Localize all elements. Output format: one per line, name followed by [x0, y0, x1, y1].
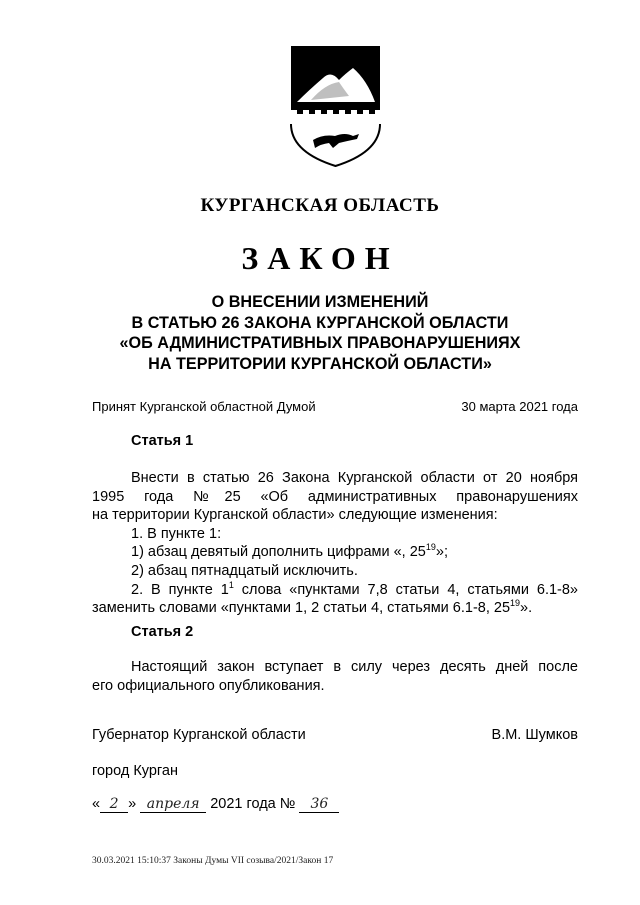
article-2-heading: Статья 2 [131, 624, 194, 640]
article-1-item-1-2: 2) абзац пятнадцатый исключить. [131, 562, 358, 579]
article-1-intro-line: Внести в статью 26 Закона Курганской области от 20 ноября [131, 470, 578, 486]
superscript: 1 [228, 579, 234, 590]
article-1-intro-line: на территории Курганской области» следующие изменения: [92, 507, 498, 524]
superscript: 19 [425, 542, 436, 553]
signatory-title: Губернатор Курганской области [92, 727, 306, 743]
article-1-item-1-1 [92, 543, 578, 562]
law-subject [0, 292, 640, 374]
signatory-name: В.М. Шумков [491, 727, 578, 743]
year-text: 2021 года № [210, 796, 296, 812]
item-text: 1) абзац девятый дополнить цифрами «, 25 [131, 544, 426, 561]
close-quote: » [128, 796, 137, 812]
adoption-date: 30 марта 2021 года [461, 399, 578, 414]
handwritten-law-number: 36 [299, 796, 339, 813]
article-2-line: его официального опубликования. [92, 677, 325, 694]
subject-line: О ВНЕСЕНИИ ИЗМЕНЕНИЙ [211, 293, 429, 311]
document-type: ЗАКОН [241, 240, 399, 276]
item-text: ». [520, 600, 533, 617]
subject-line: «ОБ АДМИНИСТРАТИВНЫХ ПРАВОНАРУШЕНИЯХ [119, 334, 521, 352]
subject-line: НА ТЕРРИТОРИИ КУРГАНСКОЙ ОБЛАСТИ» [148, 354, 492, 373]
article-1-item-1: 1. В пункте 1: [131, 525, 222, 542]
article-1-item-2 [92, 581, 578, 600]
article-1-item-2-continued [92, 599, 578, 618]
article-1-body [92, 469, 578, 618]
subject-line: В СТАТЬЮ 26 ЗАКОНА КУРГАНСКОЙ ОБЛАСТИ [131, 313, 509, 332]
handwritten-month: апреля [140, 796, 206, 813]
enactment-date-line [92, 796, 339, 813]
item-text: слова «пунктами 7,8 статьи 4, статьями 6.1-8» [233, 581, 578, 598]
adopted-by: Принят Курганской областной Думой [92, 399, 316, 414]
article-2-line: Настоящий закон вступает в силу через десять дней после [131, 659, 578, 675]
item-text: 2. В пункте 1 [131, 581, 229, 598]
city: город Курган [92, 763, 178, 779]
region-title: КУРГАНСКАЯ ОБЛАСТЬ [200, 195, 440, 216]
article-2-body [92, 658, 578, 695]
handwritten-day: 2 [100, 796, 128, 813]
open-quote: « [92, 796, 101, 812]
coat-of-arms-emblem [289, 44, 382, 168]
footer-metadata: 30.03.2021 15:10:37 Законы Думы VII созыва/2021/Закон 17 [92, 856, 334, 866]
superscript: 19 [510, 598, 521, 609]
article-1-heading: Статья 1 [131, 433, 194, 449]
article-1-intro-line: 1995 года №25 «Об административных правонарушениях [92, 488, 578, 505]
item-text: заменить словами «пунктами 1, 2 статьи 4, статьями 6.1-8, 25 [92, 600, 511, 617]
item-text: »; [435, 544, 448, 561]
